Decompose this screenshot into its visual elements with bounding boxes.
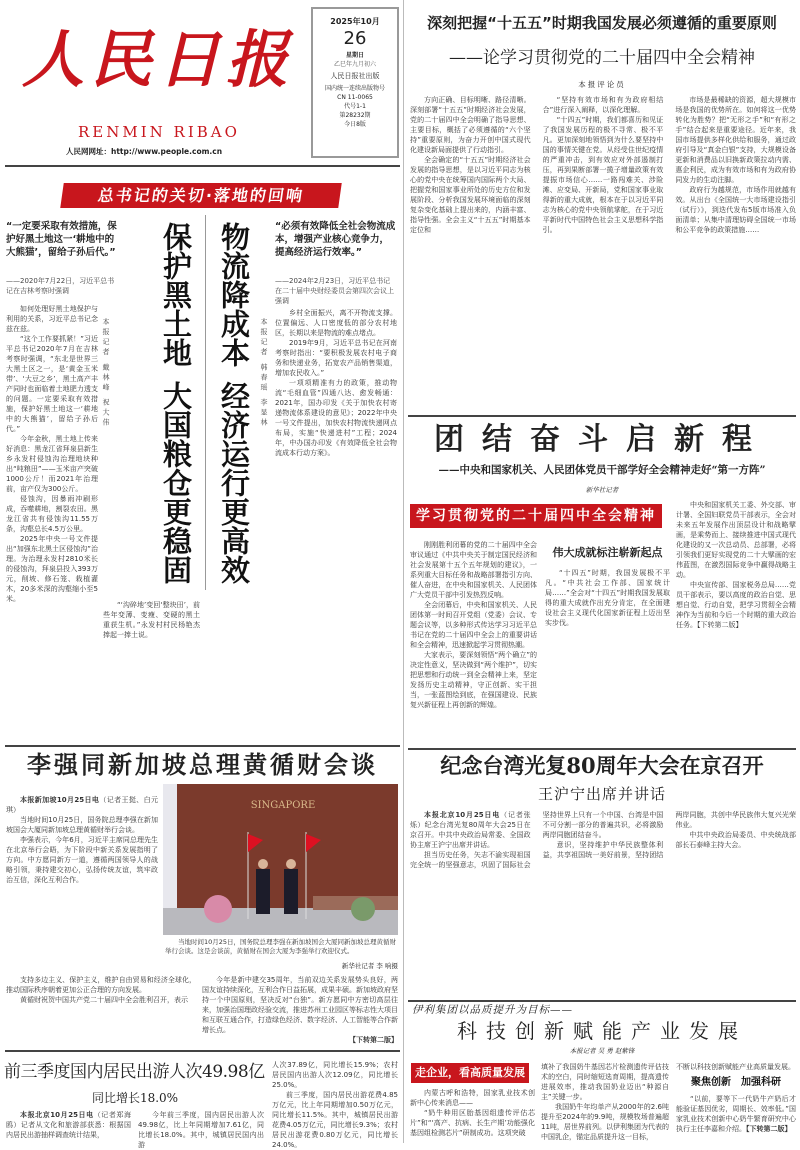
unity-title: 团结奋斗启新程 xyxy=(434,422,770,457)
issue-number: 第28232期 xyxy=(339,112,371,119)
story2-quote-source: ——2024年2月23日，习近平总书记在二十届中央财经委员会第四次会议上强调 xyxy=(275,277,394,305)
issue-pages: 今日8版 xyxy=(344,121,366,128)
yili-headline: 科技创新赋能产业发展 xyxy=(457,1019,747,1043)
story1-byline: 本报记者 戴林峰 祝大伟 xyxy=(102,318,110,429)
paragraph: 中央宣传部、国家税务总局……党员干部表示，要以高度的政治自觉、思想自觉、行动自觉，把学习贯彻全会精神作为当前和今后一个时期的重大政治任务。【下转第二版】 xyxy=(676,581,796,629)
paragraph: 前三季度，国内居民出游花费4.85万亿元，比上年同期增加0.50万亿元，同比增长11.5%。其中，城镇居民出游花费4.05万亿元，同比增长9.3%；农村居民出游花费0.80万亿元，同比增长24.0%。 xyxy=(272,1091,398,1149)
paragraph: “十四五”时期，我国发展极不平凡。“中共社会工作部、国家统计局……”全会对“十四五”时期我国发展取得的重大成就作出充分肯定，在全面建设社会主义现代化国家新征程上迈出坚实步伐。 xyxy=(545,569,670,627)
paragraph: 人次37.89亿，同比增长15.9%；农村居民国内出游人次12.09亿，同比增长25.0%。 xyxy=(272,1061,398,1089)
paragraph: 意识，坚持维护中华民族整体利益，共享祖国统一美好前景，坚持团结两岸同胞，共创中华民族伟大复兴光荣伟业。 xyxy=(542,811,796,859)
paragraph: “坚持有效市场和有为政府相结合”进行深入阐释，以深化理解。 xyxy=(542,96,664,114)
masthead-logo: 人民日报 xyxy=(21,23,294,96)
story2-byline: 本报记者 韩春瑶 李显林 xyxy=(260,318,268,429)
liqiang-dateline: 本报新加坡10月25日电 xyxy=(20,796,100,804)
yili-body-2 xyxy=(541,1062,669,1143)
paragraph: 填补了我国奶牛基因芯片检测遗传评估技术的空白，同时缩短选育周期，提高遗传进展效率，推动我国奶业迈出“种源自主”关键一步。 xyxy=(541,1063,669,1101)
paragraph: 侵蚀沟，因暴雨冲刷形成，吞噬耕地，割裂农田。黑龙江省共有侵蚀沟11.55万条，沟壑总长4.5万公里。 xyxy=(6,495,98,533)
story2-body xyxy=(275,308,397,588)
paragraph: 支持多边主义、保护主义，维护自由贸易和经济全球化，推动国际秩序朝着更加公正合理的方向发展。 xyxy=(6,976,196,994)
yili-section-label: 走企业，看高质量发展 xyxy=(411,1063,529,1083)
liqiang-body xyxy=(6,795,158,970)
story1-quote: “一定要采取有效措施，保护好黑土地这一‘耕地中的大熊猫’，留给子孙后代。” xyxy=(6,221,117,258)
paragraph: 担当历史任务，矢志不渝实现祖国完全统一的坚强意志，巩固了国际社会坚持世界上只有一个中国、台湾是中国不可分割一部分的普遍共识，必将激励两岸同胞团结奋斗。 xyxy=(410,811,664,869)
paragraph: “这个工作要抓紧！”习近平总书记2020年7月在吉林考察时强调，“东北是世界三大黑土区之一，是‘黄金玉米带’、‘大豆之乡’，黑土高产丰产同时也面临着土地肥力透支的问题。一定要采取有效措施，保护好黑土地这一‘耕地中的大熊猫’，留给子孙后代。” xyxy=(6,335,98,433)
yili-body-1 xyxy=(410,1088,535,1143)
paragraph: 中共中央政治局委员、中央统战部部长石泰峰主持大会。 xyxy=(675,831,796,849)
photo-sign: SINGAPORE xyxy=(250,800,316,811)
paragraph: 今年是新中建交35周年，当前双边关系发展势头良好，两国友谊持续深化，互利合作日益拓展，成果丰硕。新加坡政府坚持一个中国原则，坚决反对“台独”。新方愿同中方密切高层往来，加强治国理政经验交流，推进苏州工业园区等标志性大项目和互联互通合作，打造绿色经济、数字经济、人工智能等合作新增长点。 xyxy=(202,976,398,1034)
issue-weekday: 星期日 xyxy=(345,52,364,59)
tourism-body-3 xyxy=(272,1060,398,1149)
unity-byline: 新华社记者 xyxy=(585,486,619,494)
dateline xyxy=(6,795,158,815)
paragraph: 大家表示，要深刻领悟“两个确立”的决定性意义，坚决做到“两个维护”，切实把思想和行动统一到全会精神上来，坚定发扬历史主动精神，守正创新、实干担当，一张蓝图绘到底，在强国建设、民族复兴新征程上再创新的辉煌。 xyxy=(410,651,537,709)
continue-note: 【下转第二版】 xyxy=(349,1036,398,1044)
yili-body-3 xyxy=(676,1062,796,1143)
story2-title-b: 经济运行更高效 xyxy=(217,381,251,584)
unity-section-label: 学习贯彻党的二十届四中全会精神 xyxy=(410,504,662,528)
paragraph: 当地时间10月25日，国务院总理李强在新加坡国会大厦同新加坡总理黄循财举行会谈。 xyxy=(6,816,158,834)
continue-note: 【下转第二版】 xyxy=(746,1125,792,1133)
tourism-body-2 xyxy=(138,1110,264,1149)
paragraph xyxy=(676,1094,796,1134)
story2-title xyxy=(216,222,252,584)
paragraph: 全会确定的“十五五”时期经济社会发展的指导思想，是以习近平同志为核心的党中央在统筹国内国际两个大局、把握党和国家事业所处的历史方位和发展阶段、分析我国发展环境面临的深刻复杂变化基础上提出来的，内涵丰富、指导性强。全会主义“十五五”时期基本定位和 xyxy=(410,156,531,234)
issue-lunar: 乙巳年九月初六 xyxy=(333,61,376,68)
story2-quote: “必须有效降低全社会物流成本，增强产业核心竞争力，提高经济运行效率。” xyxy=(275,221,396,258)
photo-flowers xyxy=(204,895,232,923)
issue-reg: 国内统一连续出版物号 xyxy=(324,85,385,92)
paragraph-text: “以前，要等下一代奶牛产奶后才能验证基因优劣，周期长、效率低。”国家乳业技术创新中心奶牛繁育研究中心执行主任李嘉和介绍。 xyxy=(676,1095,796,1133)
issue-code: 代号1-1 xyxy=(344,103,366,110)
section-divider xyxy=(5,745,400,747)
paragraph: 今年前三季度，国内居民出游人次49.98亿，比上年同期增加7.61亿，同比增长18.0%。其中，城镇居民国内出游 xyxy=(138,1111,264,1149)
paragraph: 黄循财祝贺中国共产党二十届四中全会胜利召开，表示 xyxy=(20,996,188,1004)
section-divider xyxy=(408,1000,796,1002)
paragraph: 我国奶牛年均单产从2000年的2.6吨提升至2024年的9.9吨，规模牧场普遍超11吨，居世界前列。以伊利集团为代表的中国乳企，锚定品质提升这一目标， xyxy=(541,1103,669,1141)
paragraph: 市场是最稀缺的资源，超大规模市场是我国的优势所在。如何将这一优势转化为胜势？把“无形之手”和“有形之手”结合起来是重要途径。近年来，我国市场提供多样化供给和服务，通过政府引导及“真金白银”支持，大规模设备更新和消费品以旧换新政策拉动内需、惠企利民，成为有效市场和有为政府协同发力的生动注脚。 xyxy=(675,96,796,184)
section-divider xyxy=(408,748,796,750)
masthead-divider xyxy=(5,165,400,167)
paragraph: （记者张烁）纪念台湾光复80周年大会25日在京召开。中共中央政治局常委、全国政协主席王沪宁出席并讲话。 xyxy=(410,811,531,849)
editorial-byline: 本报评论员 xyxy=(578,80,626,89)
section-banner: 总书记的关切·落地的回响 xyxy=(60,183,342,208)
liqiang-headline: 李强同新加坡总理黄循财会谈 xyxy=(27,750,378,779)
paragraph: 李强表示，今年6月，习近平主席同总理先生在北京举行会晤，为下阶段中新关系发展指明了方向。中方愿同新方一道，遵循两国领导人的战略引领，秉持建交初心，弘扬传统友谊，筑牢政治互信，深化互利合作。 xyxy=(6,836,158,884)
story1-body-cont xyxy=(103,600,200,740)
tourism-headline-main: 前三季度国内居民出游人次 xyxy=(4,1062,202,1082)
paragraph: 政府行为越规范，市场作用就越有效。从出台《全国统一大市场建设指引（试行）》，到迭代发布5版市场准入负面清单；从集中清理妨碍全国统一市场和公平竞争的政策措施…… xyxy=(675,186,796,234)
meeting-photo xyxy=(163,784,398,935)
paragraph: “十四五”时期，我们都喜历和见证了我国发展历程的极不寻常、极不平凡。更加深刻地领悟到为什么要坚持中国的事情关键在党。从经受住世纪疫情的严重冲击，到有效应对外部遏制打压，再到果断部署一揽子增量政策有效提振市场信心……一路闯难关、涉险滩、应变局、开新局，党和国家事业取得新的重大成就，根本在于以习近平同志为核心的党中央领航掌舵，在于习近平新时代中国特色社会主义思想科学指引。 xyxy=(542,116,664,234)
dateline xyxy=(6,1110,131,1140)
yili-subhead: 聚焦创新 加强科研 xyxy=(691,1077,781,1088)
paragraph: 乡村全面振兴，离不开物流支撑。位置偏远、人口密度低的部分农村地区，长期以来是物流的难点堵点。 xyxy=(275,309,397,337)
unity-body-3 xyxy=(676,500,796,745)
issue-cn: CN 11-0065 xyxy=(337,94,373,101)
paragraph: 今年金秋，黑土地上传来好消息：黑龙江省拜泉县新生乡永发村侵蚀沟治理地块种出“吨粮田”——玉米亩产突破1000公斤！而2021年治理前，亩产仅为300公斤。 xyxy=(6,435,98,493)
story2-title-a: 物流降成本 xyxy=(217,222,251,367)
unity-subhead: 伟大成就标注崭新起点 xyxy=(552,546,663,559)
paragraph: 全会闭幕后，中央和国家机关、人民团体第一时间召开党组（党委）会议、专题会议等，以多种形式传达学习习近平总书记在党的二十届四中全会上的重要讲话和全会精神，迅速掀起学习贯彻热潮。 xyxy=(410,601,537,649)
paragraph: 一项项精准有力的政策，推动物流“毛细血管”四通八达、愈发畅通：2021年，国办印发《关于加快农村寄递物流体系建设的意见》；2022年中央一号文件提出，加快农村物流快递网点布局，实施“快递进村”工程；2024年，中办国办印发《有效降低全社会物流成本行动方案》。 xyxy=(275,379,397,457)
liqiang-body-cont xyxy=(6,975,196,1047)
liqiang-body-right xyxy=(202,975,398,1047)
unity-subtitle: ——中央和国家机关、人民团体党员干部学好全会精神走好“第一方阵” xyxy=(438,464,766,476)
photo-credit: 新华社记者 李 响摄 xyxy=(341,962,398,970)
taiwan-subtitle: 王沪宁出席并讲话 xyxy=(537,785,666,803)
yili-kicker: 伊利集团以品质提升为目标—— xyxy=(412,1004,573,1016)
editorial-body xyxy=(410,95,796,410)
paragraph: 内蒙古呼和浩特，国家乳业技术创新中心传来消息—— xyxy=(410,1089,535,1107)
tourism-body-1 xyxy=(6,1110,131,1143)
story-divider xyxy=(205,215,206,590)
unity-body-1 xyxy=(410,540,537,745)
paragraph: 方向正确、目标明晰、路径清晰。深刻部署“十五五”时期经济社会发展，党的二十届四中全会明确了指导思想、主要目标，概括了必须遵循的“六个坚持”重要原则，为奋力开创中国式现代化建设新局面提供了行动指引。 xyxy=(410,96,531,154)
story1-title xyxy=(158,222,194,584)
taiwan-body xyxy=(410,810,796,995)
story1-quote-source: ——2020年7月22日，习近平总书记在吉林考察时强调 xyxy=(6,277,115,295)
issue-day: 26 xyxy=(343,28,367,49)
issue-info-box xyxy=(311,7,399,158)
paragraph: 2025年中央一号文件提出“加强东北黑土区侵蚀沟”治理。为治理永发村2810米长的侵蚀沟，拜泉县投入393万元，削坡、修石笼、栽植灌木，20多米深的沟壑缩小至5米。 xyxy=(6,535,98,603)
paragraph: 中央和国家机关工委、外交部、审计署、全国妇联党员干部表示，全会对未来五年发展作出顶层设计和战略擘画，是乘势而上、接续推进中国式现代化建设的又一次总动员、总部署，必将引领我们更好实现党的二十大擘画的宏伟蓝图，在激烈国际竞争中赢得战略主动。 xyxy=(676,501,796,579)
story1-title-a: 保护黑土地 xyxy=(159,222,193,367)
tourism-headline-number: 49.98亿 xyxy=(202,1062,265,1082)
tourism-headline xyxy=(4,1060,268,1084)
dateline xyxy=(410,810,531,850)
photo-caption: 当地时间10月25日，国务院总理李强在新加坡国会大厦同新加坡总理黄循财举行会谈。这是会谈前，黄循财在国会大厦为李强举行欢迎仪式。 xyxy=(165,938,397,955)
editorial-subtitle: ——论学习贯彻党的二十届四中全会精神 xyxy=(449,48,755,68)
section-divider xyxy=(408,415,796,417)
masthead-pinyin: RENMIN RIBAO xyxy=(78,123,240,141)
paragraph: 如何处理好黑土地保护与利用的关系，习近平总书记念兹在兹。 xyxy=(6,305,98,333)
issue-publisher: 人民日报社出版 xyxy=(330,72,380,80)
paragraph: 2019年9月，习近平总书记在河南考察时指出：“要积极发展农村电子商务和快递业务，拓宽农产品销售渠道，增加农民收入。” xyxy=(275,339,397,377)
section-divider xyxy=(5,1050,400,1052)
paragraph: （记者郑海鸥）记者从文化和旅游部获悉：根据国内居民出游抽样调查统计结果， xyxy=(6,1111,131,1139)
liqiang-reporters: （记者王挺、白元琪） xyxy=(6,796,159,814)
taiwan-headline: 纪念台湾光复80周年大会在京召开 xyxy=(440,753,764,778)
taiwan-dateline: 本报北京10月25日电 xyxy=(424,811,501,819)
masthead-website: 人民网网址：http://www.people.com.cn xyxy=(66,147,223,156)
story1-body xyxy=(6,304,98,740)
unity-body-2 xyxy=(545,568,670,745)
yili-byline: 本报记者 吴 勇 赵紫锋 xyxy=(569,1047,635,1055)
paragraph: 不断以科技创新赋能产业高质量发展。 xyxy=(676,1063,795,1071)
tourism-dateline: 本报北京10月25日电 xyxy=(20,1111,94,1119)
issue-year-month: 2025年10月 xyxy=(330,17,380,26)
tourism-subtitle: 同比增长18.0% xyxy=(91,1091,179,1105)
story1-title-b: 大国粮仓更稳固 xyxy=(159,381,193,584)
editorial-title: 深刻把握“十五五”时期我国发展必须遵循的重要原则 xyxy=(427,14,777,32)
page-column-rule xyxy=(403,0,404,1143)
paragraph: “奶牛种用区胎基因组遗传评估芯片”和“‘高产、抗病、长生产期’功能强化基因组检测芯片”研制成功。这项突破 xyxy=(410,1109,535,1137)
paragraph: 刚刚胜利闭幕的党的二十届四中全会审议通过《中共中央关于制定国民经济和社会发展第十五个五年规划的建议》，一系列重大目标任务和战略部署指引方向、催人奋进，在中央和国家机关、人民团体广大党员干部中引发热烈反响。 xyxy=(410,541,537,599)
paragraph: “‘沟碎地’变回‘整块田’，前些年变薄、变瘦、变硬的黑土重获生机。”永发村村民杨艳杰捧起一捧土说。 xyxy=(103,601,200,639)
